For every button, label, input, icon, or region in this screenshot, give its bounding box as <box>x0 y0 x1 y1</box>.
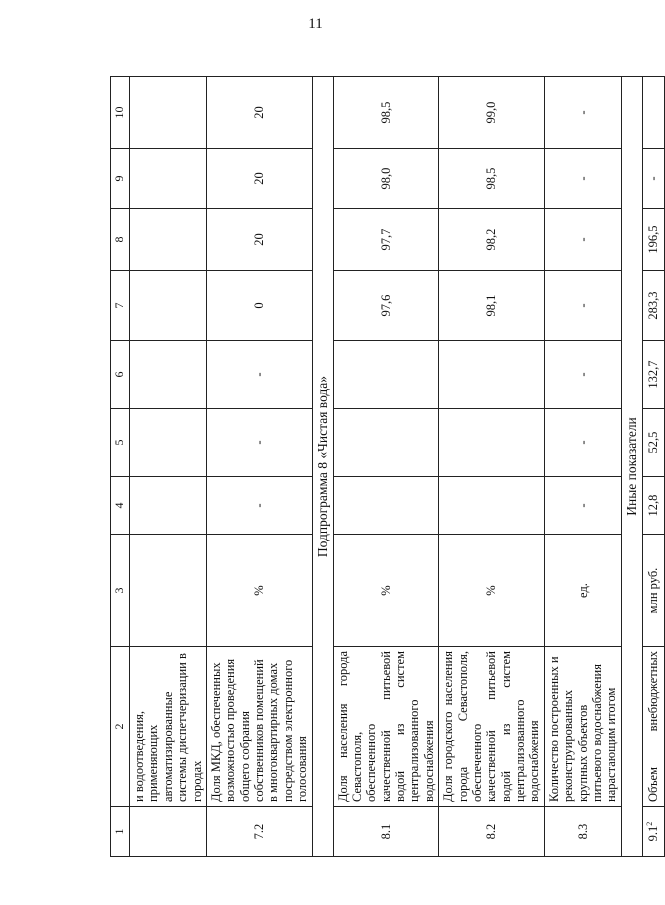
cell-num <box>130 807 207 857</box>
value-col-8: 196,5 <box>642 209 664 271</box>
row-number: 8.2 <box>439 807 545 857</box>
section-title: Иные показатели <box>621 77 642 857</box>
indicator-name: Доля МКД, обеспеченных возможностью проведения общего собрания собственников помещений в многоквартирных домах посредством электронного голосования <box>206 647 312 807</box>
row-number: 8.3 <box>544 807 621 857</box>
col-num-3: 3 <box>111 535 130 647</box>
value-col-10: 20 <box>206 77 312 149</box>
indicator-name: и водоотведения, применяющих автоматизированные системы диспетчеризации в городах <box>130 647 207 807</box>
value-col-7: 97,6 <box>333 271 439 341</box>
value-col-7: 98,1 <box>439 271 545 341</box>
value-col-8: 98,2 <box>439 209 545 271</box>
rotated-indicator-table <box>110 77 661 857</box>
section-title: Подпрограмма 8 «Чистая вода» <box>312 77 333 857</box>
value-col-4: 12,8 <box>642 477 664 535</box>
value-col-8: 97,7 <box>333 209 439 271</box>
col-num-4: 4 <box>111 477 130 535</box>
row-number: 8.1 <box>333 807 439 857</box>
value-col-6 <box>439 341 545 409</box>
value-col-5: - <box>206 409 312 477</box>
value-col-5 <box>333 409 439 477</box>
unit: % <box>206 535 312 647</box>
value-col-10: - <box>544 77 621 149</box>
unit: % <box>333 535 439 647</box>
table-row-continuation <box>130 77 207 857</box>
row-number: 7.2 <box>206 807 312 857</box>
table-row-8-1 <box>333 77 439 857</box>
value-col-8: - <box>544 209 621 271</box>
value-col-6: 132,7 <box>642 341 664 409</box>
indicator-name: Доля населения города Севастополя, обеспеченного качественной питьевой водой из систем централизованного водоснабжения <box>333 647 439 807</box>
col-num-6: 6 <box>111 341 130 409</box>
value-col-8: 20 <box>206 209 312 271</box>
table-row-9-1 <box>642 77 664 857</box>
value-col-7: - <box>544 271 621 341</box>
value-col-5 <box>439 409 545 477</box>
indicator-name: Объем внебюджетных <box>642 647 664 807</box>
unit: млн руб. <box>642 535 664 647</box>
value-col-6: - <box>206 341 312 409</box>
col-num-1: 1 <box>111 807 130 857</box>
indicator-name: Количество построенных и реконструированных крупных объектов питьевого водоснабжения нарастающим итогом <box>544 647 621 807</box>
col-num-5: 5 <box>111 409 130 477</box>
value-col-4: - <box>206 477 312 535</box>
col-num-9: 9 <box>111 149 130 209</box>
table-row-8-2 <box>439 77 545 857</box>
value-col-10 <box>642 77 664 149</box>
value-col-4: - <box>544 477 621 535</box>
value-col-5: - <box>544 409 621 477</box>
indicator-name: Доля городского населения города Севастополя, обеспеченного качественной питьевой водой из систем централизованного водоснабжения <box>439 647 545 807</box>
value-col-9: - <box>544 149 621 209</box>
value-col-5: 52,5 <box>642 409 664 477</box>
footnote-marker: 2 <box>645 821 655 826</box>
section-row-other-indicators <box>621 77 642 857</box>
section-row-subprogram-8 <box>312 77 333 857</box>
value-col-6: - <box>544 341 621 409</box>
value-col-9: 20 <box>206 149 312 209</box>
value-col-7: 283,3 <box>642 271 664 341</box>
table-row-8-3 <box>544 77 621 857</box>
value-col-9: 98,0 <box>333 149 439 209</box>
column-number-row <box>111 77 130 857</box>
value-col-6 <box>333 341 439 409</box>
col-num-2: 2 <box>111 647 130 807</box>
unit: ед. <box>544 535 621 647</box>
value-col-4 <box>439 477 545 535</box>
value-col-10: 98,5 <box>333 77 439 149</box>
page-number: 11 <box>308 16 323 32</box>
col-num-7: 7 <box>111 271 130 341</box>
value-col-7: 0 <box>206 271 312 341</box>
value-col-9: 98,5 <box>439 149 545 209</box>
table-row-7-2 <box>206 77 312 857</box>
value-col-4 <box>333 477 439 535</box>
col-num-10: 10 <box>111 77 130 149</box>
row-number: $9.1^2$ <box>642 807 664 857</box>
value-col-10: 99,0 <box>439 77 545 149</box>
value-col-9: - <box>642 149 664 209</box>
unit: % <box>439 535 545 647</box>
indicators-table <box>110 76 665 857</box>
col-num-8: 8 <box>111 209 130 271</box>
